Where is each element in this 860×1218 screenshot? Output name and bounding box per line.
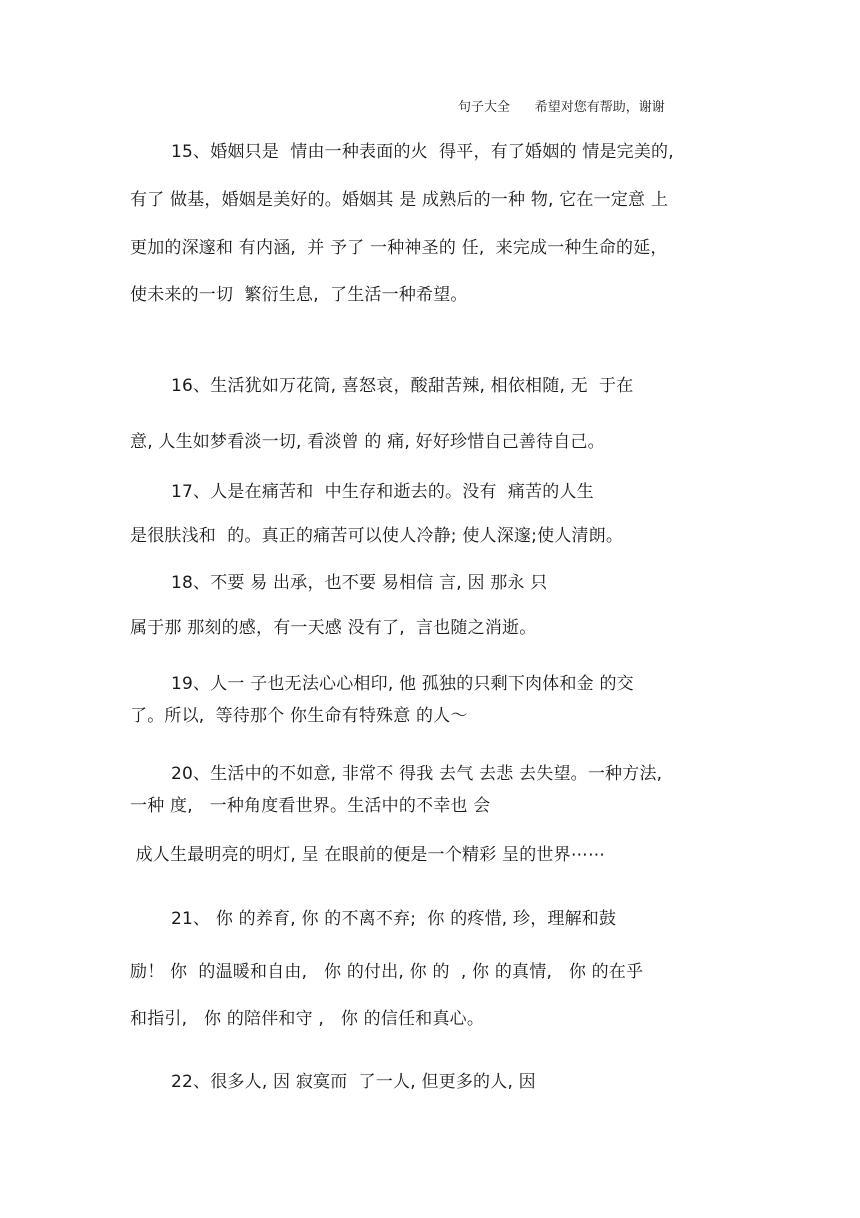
text-line: 是很肤浅和 的。真正的痛苦可以使人冷静; 使人深邃;使人清朗。 <box>130 526 624 546</box>
text-line: 意, 人生如梦看淡一切, 看淡曾 的 痛, 好好珍惜自己善待自己。 <box>130 432 605 452</box>
text-line: 属于那 那刻的感，有一天感 没有了, 言也随之消逝。 <box>130 618 537 638</box>
text-line: 19、人一 子也无法心心相印, 他 孤独的只剩下肉体和金 的交 <box>171 674 634 694</box>
text-line: 使未来的一切 繁衍生息, 了生活一种希望。 <box>130 285 468 305</box>
text-line: 了。所以, 等待那个 你生命有特殊意 的人～ <box>130 706 468 726</box>
text-line: 20、生活中的不如意, 非常不 得我 去气 去悲 去失望。一种方法, <box>171 764 663 784</box>
page-header: 句子大全 希望对您有帮助，谢谢 <box>458 100 665 115</box>
text-line: 18、不要 易 出承，也不要 易相信 言, 因 那永 只 <box>171 573 548 593</box>
text-line: 有了 做基，婚姻是美好的。婚姻其 是 成熟后的一种 物, 它在一定意 上 <box>130 190 669 210</box>
text-line: 21、 你 的养育, 你 的不离不弃; 你 的疼惜, 珍，理解和鼓 <box>171 909 617 929</box>
text-line: 22、很多人, 因 寂寞而 了一人, 但更多的人, 因 <box>171 1072 536 1092</box>
text-line: 16、生活犹如万花筒, 喜怒哀，酸甜苦辣, 相依相随, 无 于在 <box>171 376 634 396</box>
text-line: 励！ 你 的温暖和自由, 你 的付出, 你 的 , 你 的真情, 你 的在乎 <box>130 962 644 982</box>
text-line: 成人生最明亮的明灯, 呈 在眼前的便是一个精彩 呈的世界⋯⋯ <box>130 845 606 865</box>
text-line: 17、人是在痛苦和 中生存和逝去的。没有 痛苦的人生 <box>171 482 594 502</box>
text-line: 一种 度, 一种角度看世界。生活中的不幸也 会 <box>130 796 491 816</box>
text-line: 15、婚姻只是 情由一种表面的火 得平，有了婚姻的 情是完美的, <box>171 142 674 162</box>
text-line: 和指引, 你 的陪伴和守 , 你 的信任和真心。 <box>130 1009 485 1029</box>
text-line: 更加的深邃和 有内涵, 并 予了 一种神圣的 任, 来完成一种生命的延， <box>130 238 668 258</box>
